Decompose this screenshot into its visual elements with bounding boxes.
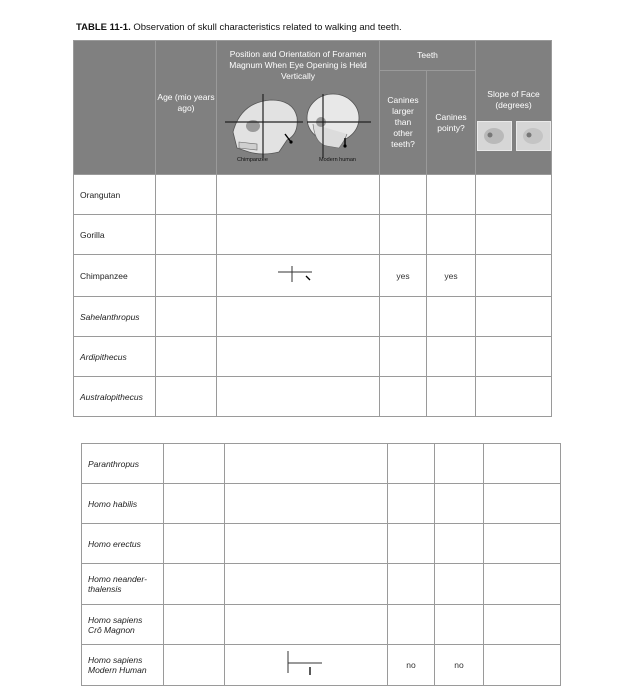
canines-larger-cell xyxy=(380,377,427,417)
canines-pointy-cell xyxy=(435,564,484,605)
skull-illustrations xyxy=(223,82,373,168)
foramen-mark-human xyxy=(284,651,328,677)
species-name-cell xyxy=(82,645,164,686)
species-name-cell xyxy=(74,377,156,417)
age-cell xyxy=(156,377,217,417)
foramen-cell xyxy=(225,564,388,605)
canines-pointy-cell xyxy=(427,337,476,377)
header-teeth: Teeth xyxy=(380,41,476,71)
foramen-cell xyxy=(225,605,388,645)
slope-cell xyxy=(476,215,552,255)
table-row xyxy=(82,484,561,524)
foramen-cell xyxy=(225,524,388,564)
species-name-cell-text: Homo neander- thalensis xyxy=(88,574,147,594)
canines-larger-cell-text: no xyxy=(406,660,416,670)
foramen-cell xyxy=(217,215,380,255)
slope-cell xyxy=(484,605,561,645)
slope-images xyxy=(476,121,551,151)
slope-cell xyxy=(476,175,552,215)
canines-pointy-cell xyxy=(435,605,484,645)
age-cell xyxy=(164,564,225,605)
foramen-cell xyxy=(217,377,380,417)
canines-pointy-cell-text: yes xyxy=(444,270,458,281)
foramen-cell xyxy=(217,337,380,377)
header-slope-text: Slope of Face (degrees) xyxy=(487,88,540,110)
canines-pointy-cell-text: no xyxy=(454,660,464,670)
table-row xyxy=(82,564,561,605)
canines-pointy-cell xyxy=(427,297,476,337)
canines-larger-cell xyxy=(380,215,427,255)
table-row xyxy=(82,444,561,484)
species-name-cell xyxy=(74,215,156,255)
table-row xyxy=(82,645,561,686)
species-name-cell-text: Homo sapiens Modern Human xyxy=(88,655,147,675)
skull-profile-image-1 xyxy=(477,121,512,151)
table-row xyxy=(74,297,552,337)
species-name-cell-text: Chimpanzee xyxy=(80,270,128,281)
header-age xyxy=(156,41,217,175)
canines-larger-cell xyxy=(380,297,427,337)
canines-larger-cell xyxy=(380,337,427,377)
species-name-cell-text: Paranthropus xyxy=(88,458,140,469)
canines-larger-cell-text: yes xyxy=(396,270,410,281)
canines-pointy-cell xyxy=(427,255,476,297)
table-row xyxy=(74,175,552,215)
age-cell xyxy=(156,215,217,255)
age-cell xyxy=(156,255,217,297)
canines-larger-cell xyxy=(388,444,435,484)
header-species-cell xyxy=(74,41,156,175)
species-name-cell xyxy=(82,524,164,564)
age-cell xyxy=(164,444,225,484)
chimp-label: Chimpanzee xyxy=(237,157,268,163)
table-number: TABLE 11-1. xyxy=(76,22,131,33)
foramen-mark-chimp xyxy=(276,266,320,284)
header-canines-pointy xyxy=(427,71,476,175)
foramen-cell xyxy=(225,484,388,524)
foramen-cell xyxy=(217,297,380,337)
canines-pointy-cell xyxy=(427,175,476,215)
age-cell xyxy=(164,484,225,524)
table-row xyxy=(74,215,552,255)
canines-larger-cell xyxy=(380,175,427,215)
species-name-cell xyxy=(74,297,156,337)
foramen-cell xyxy=(225,444,388,484)
species-name-cell xyxy=(74,337,156,377)
slope-cell xyxy=(484,645,561,686)
species-name-cell-text: Australopithecus xyxy=(80,391,143,402)
canines-pointy-cell xyxy=(435,645,484,686)
species-name-cell-text: Gorilla xyxy=(80,229,105,240)
slope-cell xyxy=(484,484,561,524)
foramen-cell xyxy=(217,175,380,215)
header-canines-larger-text: Canines larger than other teeth? xyxy=(387,95,419,149)
age-cell xyxy=(164,605,225,645)
slope-cell xyxy=(476,377,552,417)
human-label: Modern human xyxy=(319,157,356,163)
header-foramen-text: Position and Orientation of Foramen Magnum When Eye Opening is Held Vertically xyxy=(229,49,367,81)
species-name-cell-text: Homo erectus xyxy=(88,538,141,549)
foramen-cell xyxy=(217,255,380,297)
skull-table-upper xyxy=(73,40,552,417)
skull-profile-image-2 xyxy=(516,121,551,151)
slope-cell xyxy=(484,564,561,605)
age-cell xyxy=(156,337,217,377)
table-row xyxy=(82,524,561,564)
canines-larger-cell xyxy=(388,605,435,645)
canines-pointy-cell xyxy=(427,377,476,417)
species-name-cell xyxy=(82,444,164,484)
table-row xyxy=(74,377,552,417)
species-name-cell-text: Ardipithecus xyxy=(80,351,127,362)
header-canines-pointy-text: Canines pointy? xyxy=(435,111,467,133)
caption-text: Observation of skull characteristics related to walking and teeth. xyxy=(130,22,402,33)
age-cell xyxy=(164,524,225,564)
canines-pointy-cell xyxy=(435,444,484,484)
species-name-cell-text: Homo sapiens Crô Magnon xyxy=(88,614,143,635)
table-caption xyxy=(76,22,402,33)
species-name-cell-text: Sahelanthropus xyxy=(80,311,140,322)
canines-pointy-cell xyxy=(435,524,484,564)
header-age-text: Age (mio years ago) xyxy=(157,91,215,113)
skull-table-lower xyxy=(81,443,561,686)
header-canines-larger xyxy=(380,71,427,175)
table-row xyxy=(82,605,561,645)
slope-cell xyxy=(484,444,561,484)
canines-larger-cell xyxy=(380,255,427,297)
slope-cell xyxy=(476,297,552,337)
age-cell xyxy=(156,297,217,337)
canines-pointy-cell xyxy=(435,484,484,524)
header-foramen xyxy=(217,41,380,175)
canines-larger-cell xyxy=(388,564,435,605)
table-row xyxy=(74,255,552,297)
age-cell xyxy=(156,175,217,215)
canines-pointy-cell xyxy=(427,215,476,255)
species-name-cell-text: Orangutan xyxy=(80,189,121,200)
slope-cell xyxy=(484,524,561,564)
species-name-cell-text: Homo habilis xyxy=(88,498,138,509)
canines-larger-cell xyxy=(388,484,435,524)
header-slope xyxy=(476,41,552,175)
slope-cell xyxy=(476,255,552,297)
slope-cell xyxy=(476,337,552,377)
age-cell xyxy=(164,645,225,686)
species-name-cell xyxy=(74,175,156,215)
species-name-cell xyxy=(82,605,164,645)
foramen-cell xyxy=(225,645,388,686)
canines-larger-cell xyxy=(388,645,435,686)
species-name-cell xyxy=(74,255,156,297)
canines-larger-cell xyxy=(388,524,435,564)
table-row xyxy=(74,337,552,377)
species-name-cell xyxy=(82,564,164,605)
species-name-cell xyxy=(82,484,164,524)
